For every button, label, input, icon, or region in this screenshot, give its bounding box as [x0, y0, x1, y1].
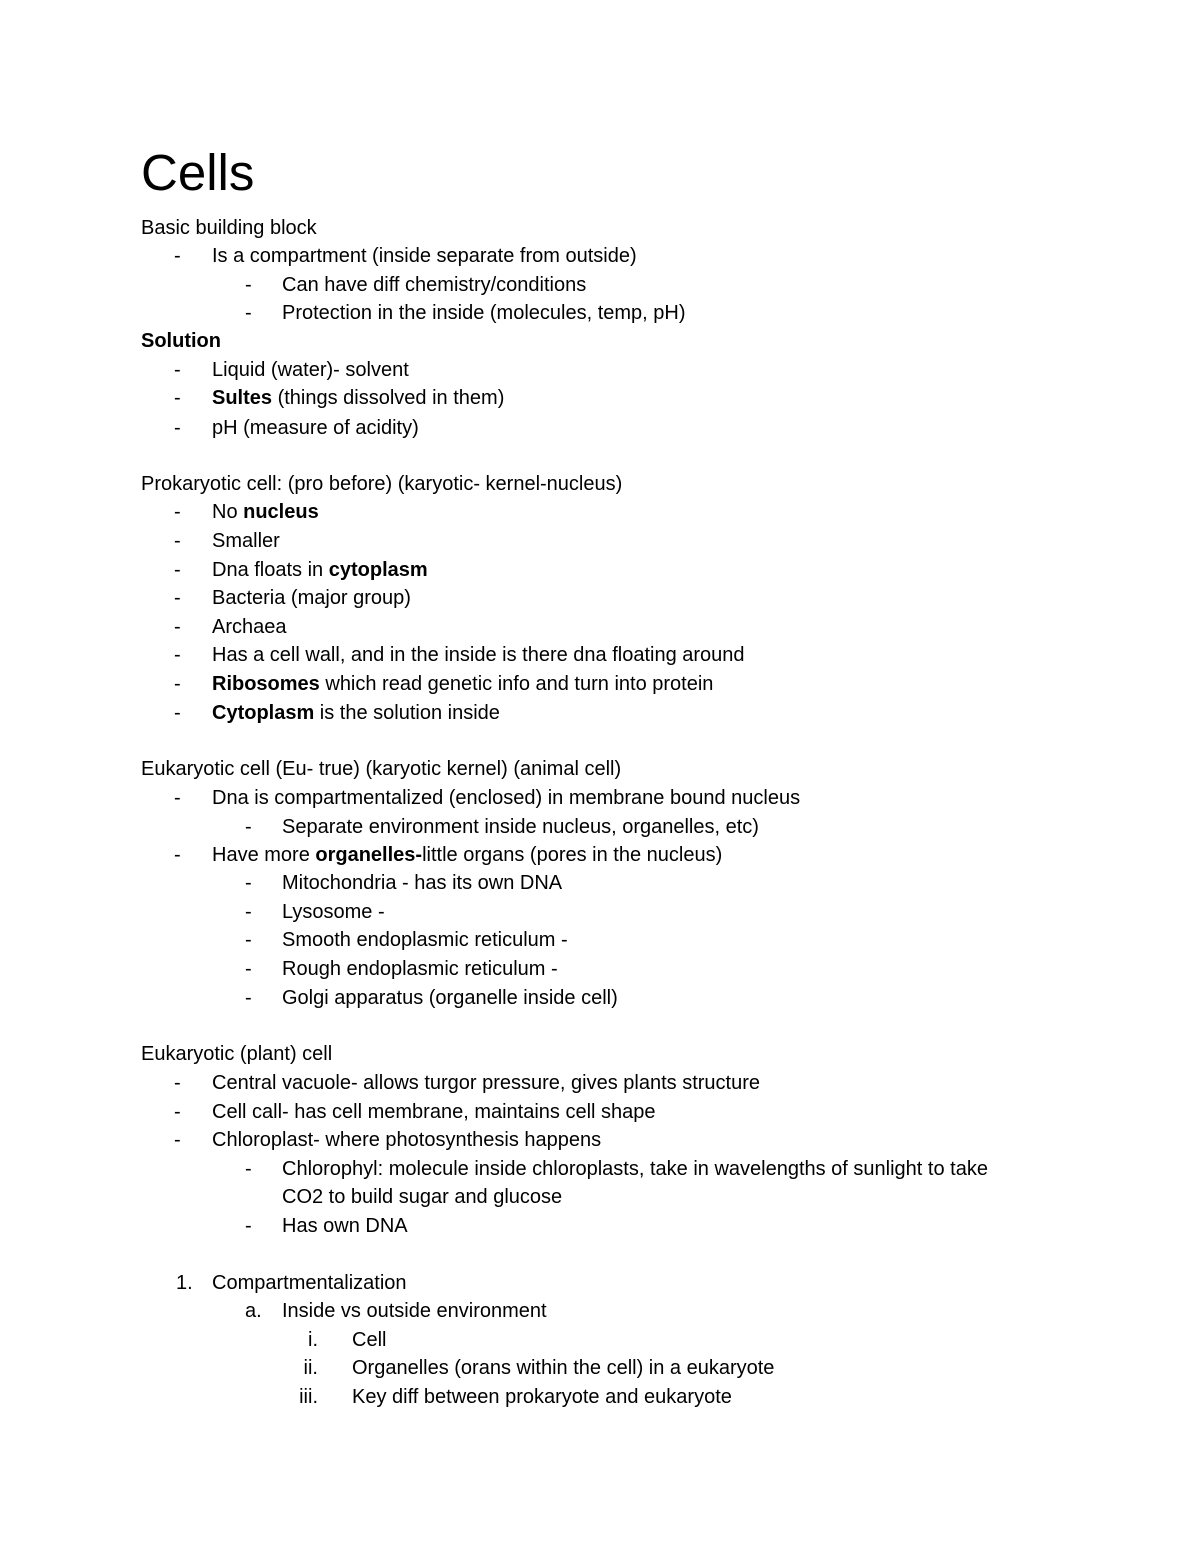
bullet-dash: - [245, 816, 252, 838]
bullet-dash: - [174, 787, 181, 809]
bullet-dash: - [174, 387, 181, 409]
list-letter: a. [245, 1300, 262, 1322]
bullet-dash: - [174, 616, 181, 638]
list-item: Cell call- has cell membrane, maintains cell shape [212, 1101, 656, 1123]
bullet-dash: - [174, 1101, 181, 1123]
page-title: Cells [141, 144, 255, 201]
list-item: Lysosome - [282, 901, 385, 923]
list-item: Ribosomes which read genetic info and turn into protein [212, 673, 714, 695]
bullet-dash: - [245, 901, 252, 923]
list-item: Central vacuole- allows turgor pressure, gives plants structure [212, 1072, 761, 1094]
list-item: Protection in the inside (molecules, temp, pH) [282, 302, 686, 324]
list-item: Rough endoplasmic reticulum - [282, 958, 558, 980]
bullet-dash: - [174, 359, 181, 381]
list-item: Smooth endoplasmic reticulum - [282, 929, 568, 951]
bullet-dash: - [245, 302, 252, 324]
list-item: Dna floats in cytoplasm [212, 559, 428, 581]
list-number: 1. [176, 1272, 193, 1294]
list-item: Organelles (orans within the cell) in a eukaryote [352, 1357, 775, 1379]
list-item: Is a compartment (inside separate from outside) [212, 245, 637, 267]
bullet-dash: - [245, 958, 252, 980]
bullet-dash: - [174, 1072, 181, 1094]
list-item: pH (measure of acidity) [212, 417, 419, 439]
list-item: Can have diff chemistry/conditions [282, 274, 587, 296]
list-item: Bacteria (major group) [212, 587, 411, 609]
list-item: Dna is compartmentalized (enclosed) in membrane bound nucleus [212, 787, 801, 809]
section-text-prokaryotic: Prokaryotic cell: (pro before) (karyotic- kernel-nucleus) [141, 473, 623, 495]
list-item: Chloroplast- where photosynthesis happens [212, 1129, 602, 1151]
bullet-dash: - [245, 1215, 252, 1237]
bullet-dash: - [245, 872, 252, 894]
bullet-dash: - [245, 1158, 252, 1180]
bullet-dash: - [174, 673, 181, 695]
list-item: Cytoplasm is the solution inside [212, 702, 500, 724]
list-item: Mitochondria - has its own DNA [282, 872, 563, 894]
list-roman: iii. [299, 1386, 318, 1408]
list-item: Compartmentalization [212, 1272, 407, 1294]
list-item: Sultes (things dissolved in them) [212, 387, 505, 409]
bullet-dash: - [174, 501, 181, 523]
list-item: Cell [352, 1329, 387, 1351]
bullet-dash: - [174, 587, 181, 609]
list-item: Separate environment inside nucleus, organelles, etc) [282, 816, 759, 838]
list-roman: ii. [303, 1357, 318, 1379]
list-item: Smaller [212, 530, 280, 552]
list-item: Golgi apparatus (organelle inside cell) [282, 987, 618, 1009]
list-item: No nucleus [212, 501, 319, 523]
bullet-dash: - [174, 530, 181, 552]
section-text-plant: Eukaryotic (plant) cell [141, 1043, 333, 1065]
list-item-continuation: CO2 to build sugar and glucose [282, 1186, 563, 1208]
list-item: Liquid (water)- solvent [212, 359, 409, 381]
bullet-dash: - [174, 1129, 181, 1151]
list-item: Inside vs outside environment [282, 1300, 547, 1322]
list-roman: i. [308, 1329, 318, 1351]
bullet-dash: - [245, 274, 252, 296]
list-item: Archaea [212, 616, 287, 638]
list-item: Have more organelles-little organs (pores in the nucleus) [212, 844, 723, 866]
list-item: Has a cell wall, and in the inside is there dna floating around [212, 644, 745, 666]
bullet-dash: - [174, 644, 181, 666]
list-item: Key diff between prokaryote and eukaryote [352, 1386, 732, 1408]
bullet-dash: - [174, 559, 181, 581]
bullet-dash: - [174, 844, 181, 866]
list-item: Chlorophyl: molecule inside chloroplasts, take in wavelengths of sunlight to take [282, 1158, 988, 1180]
bullet-dash: - [174, 245, 181, 267]
section-text-basic: Basic building block [141, 217, 317, 239]
bullet-dash: - [245, 929, 252, 951]
bullet-dash: - [245, 987, 252, 1009]
section-text-eukaryotic: Eukaryotic cell (Eu- true) (karyotic kernel) (animal cell) [141, 758, 622, 780]
section-heading-solution: Solution [141, 330, 221, 352]
list-item: Has own DNA [282, 1215, 408, 1237]
bullet-dash: - [174, 417, 181, 439]
bullet-dash: - [174, 702, 181, 724]
